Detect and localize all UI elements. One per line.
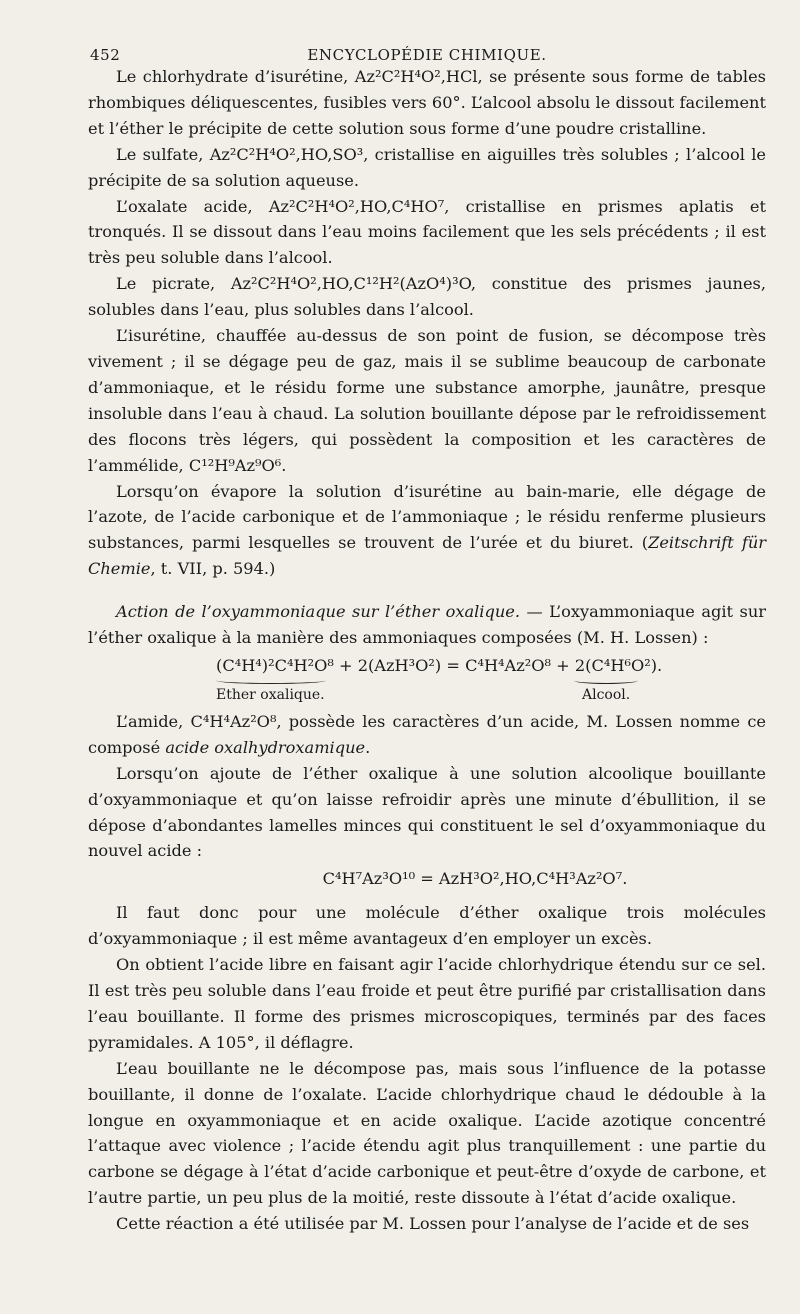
section-paragraph (88, 599, 766, 651)
amide-name: acide oxalhydroxamique (165, 737, 366, 757)
paragraph-acide-libre: On obtient l’acide libre en faisant agir l’acide chlorhydrique étendu sur ce sel. Il est très peu soluble dans l’eau froide et peut être purifié par cristallisation dans l’eau bouillante. Il forme des prismes microscopiques, terminés par des faces pyramidales. A 105°, il déflagre. (88, 955, 766, 1052)
document-page (88, 40, 766, 1237)
paragraph-eau-bouillante: L’eau bouillante ne le décompose pas, mais sous l’influence de la potasse bouillante, il donne de l’oxalate. L’acide chlorhydrique chaud le dédouble à la longue en oxyammoniaque et en acide oxalique. L’acide azotique concentré l’attaque avec violence ; l’acide étendu agit plus tranquillement : une partie du carbone se dégage à l’état d’acide carbonique et peut-être d’oxyde de carbone, et l’autre partie, un peu plus de la moitié, reste dissoute à l’état d’acide oxalique. (88, 1058, 766, 1208)
equation-2: C⁴H⁷Az³O¹⁰ = AzH³O²,HO,C⁴H³Az²O⁷. (322, 869, 628, 889)
paragraph-ether-addition: Lorsqu’on ajoute de l’éther oxalique à une solution alcoolique bouillante d’oxyammoniaque et qu’on laisse refroidir après une minute d’ébullition, il se dépose d’abondantes lamelles minces qui constituent le sel d’oxyammoniaque du nouvel acide : (88, 763, 766, 861)
paragraph-molecule: Il faut donc pour une molécule d’éther oxalique trois molécules d’oxyammoniaque ; il est même avantageux d’en employer un excès. (88, 903, 766, 949)
label-ether-oxalique: Ether oxalique. (216, 686, 325, 703)
paragraph-chlorhydrate: Le chlorhydrate d’isurétine, Az²C²H⁴O²,HCl, se présente sous forme de tables rhombiques déliquescentes, fusibles vers 60°. L’alcool absolu le dissout facilement et l’éther le précipite de cette solution sous forme d’une poudre cristalline. (88, 67, 766, 138)
paragraph-sulfate: Le sulfate, Az²C²H⁴O²,HO,SO³, cristallise en aiguilles très solubles ; l’alcool le précipite de sa solution aqueuse. (88, 144, 766, 190)
equation-1: (C⁴H⁴)²C⁴H²O⁸ + 2(AzH³O²) = C⁴H⁴Az²O⁸ + 2(C⁴H⁶O²). (216, 655, 663, 675)
amide-tail: . (365, 737, 371, 757)
amide-text: L’amide, C⁴H⁴Az²O⁸, possède les caractères d’un acide, M. Lossen nomme ce composé (88, 711, 766, 757)
label-alcool: Alcool. (582, 686, 631, 703)
body-text (88, 64, 766, 1237)
paragraph-isuretine-heat: L’isurétine, chauffée au-dessus de son point de fusion, se décompose très vivement ; il se dégage peu de gaz, mais il se sublime beaucoup de carbonate d’ammoniaque, et le résidu forme une substance amorphe, jaunâtre, presque insoluble dans l’eau à chaud. La solution bouillante dépose par le refroidissement des flocons très légers, qui possèdent la composition et les caractères de l’ammélide, C¹²H⁹Az⁹O⁶. (88, 326, 766, 475)
paragraph-amide (88, 709, 766, 761)
page-number: 452 (90, 46, 121, 64)
page-header (88, 40, 766, 64)
evaporation-text: Lorsqu’on évapore la solution d’isurétine au bain-marie, elle dégage de l’azote, de l’acide carbonique et de l’ammoniaque ; le résidu renferme plusieurs substances, parmi lesquelles se trouvent de l’urée et du biuret. ( (88, 481, 766, 553)
section-body: — L’oxyammoniaque agit sur l’éther oxalique à la manière des ammoniaques composées (M. H. Lossen) : (88, 602, 766, 648)
section-heading: Action de l’oxyammoniaque sur l’éther oxalique. (116, 602, 520, 622)
paragraph-picrate: Le picrate, Az²C²H⁴O²,HO,C¹²H²(AzO⁴)³O, constitue des prismes jaunes, solubles dans l’eau, plus solubles dans l’alcool. (88, 274, 766, 320)
running-title: ENCYCLOPÉDIE CHIMIQUE. (307, 46, 547, 64)
evaporation-reference-tail: , t. VII, p. 594.) (150, 559, 276, 579)
equation-ether-oxalique (88, 651, 766, 709)
paragraph-evaporation (88, 479, 766, 583)
paragraph-reaction: Cette réaction a été utilisée par M. Lossen pour l’analyse de l’acide et de ses (116, 1214, 750, 1234)
paragraph-oxalate: L’oxalate acide, Az²C²H⁴O²,HO,C⁴HO⁷, cristallise en prismes aplatis et tronqués. Il se dissout dans l’eau moins facilement que les sels précédents ; il est très peu soluble dans l’alcool. (88, 196, 766, 268)
journal-reference: Zeitschrift für Chemie (88, 533, 766, 579)
